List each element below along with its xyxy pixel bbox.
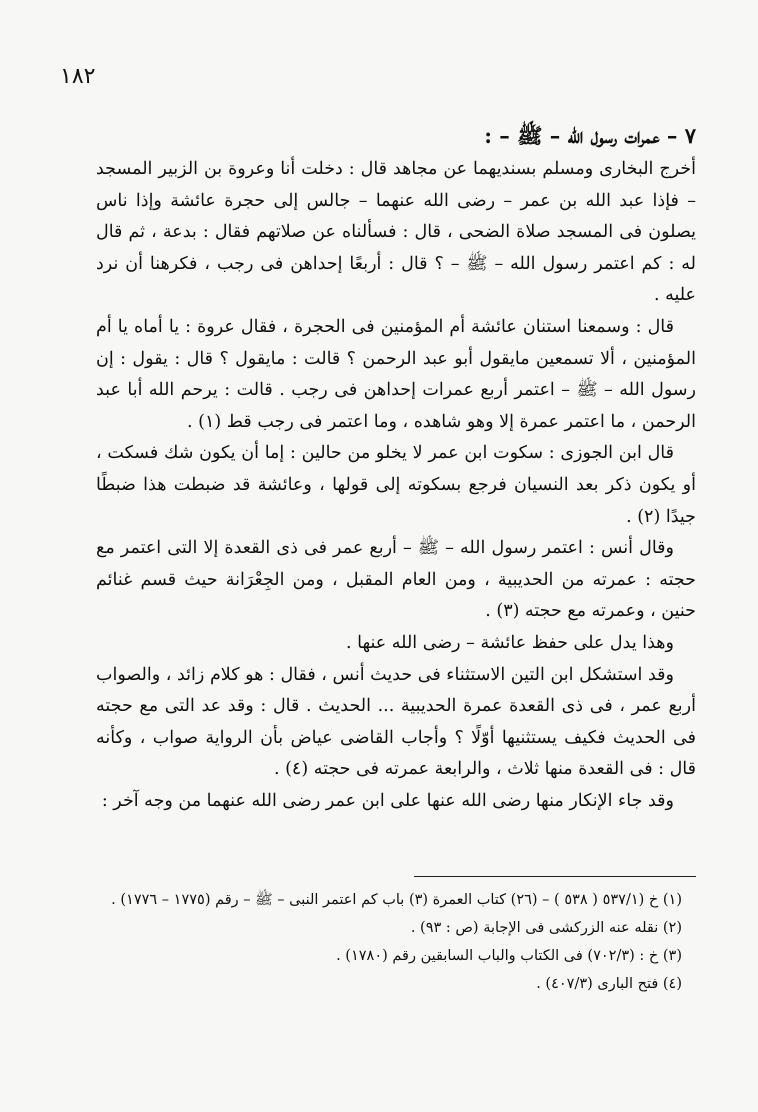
paragraph: وقال أنس : اعتمر رسول الله – ﷺ – أربع عمر فى ذى القعدة إلا التى اعتمر مع حجته : عمرته من الحديبية ، ومن العام المقبل ، ومن الجِعْرَانة حيث قسم غنائم حنين ، وعمرته مع حجته (٣) . (96, 538, 696, 622)
main-text (96, 118, 696, 817)
paragraph: أخرج البخارى ومسلم بسنديهما عن مجاهد قال : دخلت أنا وعروة بن الزبير المسجد – فإذا عبد الله بن عمر – رضى الله عنهما – جالس إلى حجرة عائشة وإذا ناس يصلون فى المسجد صلاة الضحى ، قال : فسألناه عن صلاتهم فقال : بدعة ، ثم قال له : كم اعتمر رسول الله – ﷺ – ؟ قال : أربعًا إحداهن فى رجب ، فكرهنا أن نرد عليه . (96, 159, 696, 306)
footnote: (٢) نقله عنه الزركشى فى الإجابة (ص : ٩٣) . (410, 920, 682, 936)
paragraph: قال : وسمعنا استنان عائشة أم المؤمنين فى الحجرة ، فقال عروة : يا أماه يا أم المؤمنين ، ألا تسمعين مايقول أبو عبد الرحمن ؟ قالت : مايقول ؟ قال : يقول : إن رسول الله – ﷺ – اعتمر أربع عمرات إحداهن فى رجب . قالت : يرحم الله أبا عبد الرحمن ، ما اعتمر عمرة إلا وهو شاهده ، وما اعتمر فى رجب قط (١) . (96, 316, 696, 432)
paragraph: وهذا يدل على حفظ عائشة – رضى الله عنها . (345, 632, 674, 653)
page-number: ١٨٢ (60, 64, 96, 89)
footnote-divider (414, 876, 696, 877)
footnotes (96, 886, 696, 998)
paragraph: قال ابن الجوزى : سكوت ابن عمر لا يخلو من حالين : إما أن يكون شك فسكت ، أو يكون ذكر بعد النسيان فرجع بسكوته إلى قولها ، وعائشة قد ضبطت هذا ضبطًا جيدًا (٢) . (96, 443, 696, 527)
footnote: (١) خ (٥٣٧/١ ( ٥٣٨ ) – (٢٦) كتاب العمرة (٣) باب كم اعتمر النبى – ﷺ – رقم (١٧٧٥ – ١٧٧٦) . (111, 892, 682, 908)
paragraph: وقد جاء الإنكار منها رضى الله عنها على ابن عمر رضى الله عنهما من وجه آخر : (101, 790, 674, 811)
section-heading: ٧ – عمرات رسول الله – ﷺ – : (484, 123, 696, 148)
footnote: (٤) فتح البارى (٤٠٧/٣) . (536, 976, 682, 992)
paragraph: وقد استشكل ابن التين الاستثناء فى حديث أنس ، فقال : هو كلام زائد ، والصواب أربع عمر ، فى ذى القعدة عمرة الحديبية ... الحديث . قال : وقد عد التى مع حجته فى الحديث فكيف يستثنيها أوّلًا ؟ وأجاب القاضى عياض بأن الرواية صواب ، وكأنه قال : فى القعدة منها ثلاث ، والرابعة عمرته فى حجته (٤) . (96, 664, 696, 780)
footnote: (٣) خ : (٧٠٢/٣) فى الكتاب والباب السابقين رقم (١٧٨٠) . (336, 948, 682, 964)
